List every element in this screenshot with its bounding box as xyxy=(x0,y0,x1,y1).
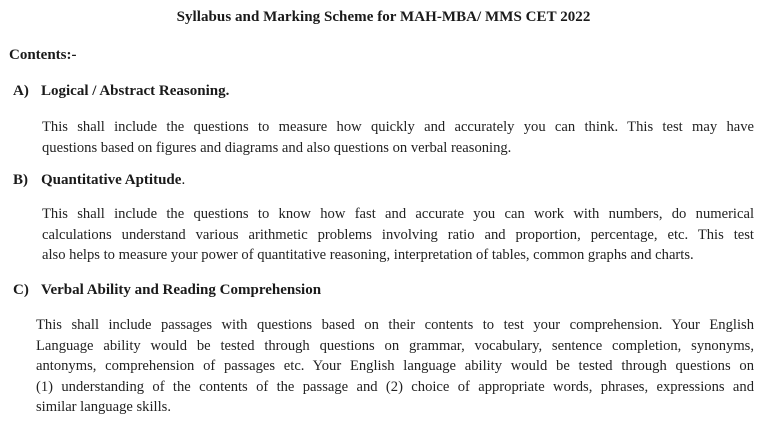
section-title: Logical / Abstract Reasoning. xyxy=(41,83,230,99)
paragraph-line: (1) understanding of the contents of the passage and (2) choice of appropriate words, phrases, expressions and xyxy=(36,378,754,395)
section-paragraph-c xyxy=(36,315,754,418)
contents-label: Contents:- xyxy=(9,47,77,63)
paragraph-line: Language ability would be tested through questions on grammar, vocabulary, sentence completion, synonyms, xyxy=(36,337,754,354)
paragraph-line: calculations understand various arithmetic problems involving ratio and proportion, percentage, etc. This test xyxy=(42,226,754,243)
section-title: Verbal Ability and Reading Comprehension xyxy=(41,282,322,298)
section-heading-a xyxy=(13,83,229,100)
section-paragraph-a xyxy=(42,117,754,158)
document-title: Syllabus and Marking Scheme for MAH-MBA/ MMS CET 2022 xyxy=(176,9,591,25)
section-title: Quantitative Aptitude xyxy=(41,172,182,188)
paragraph-line: also helps to measure your power of quantitative reasoning, interpretation of tables, common graphs and charts. xyxy=(42,247,694,263)
section-letter: B) xyxy=(13,172,28,188)
paragraph-line: This shall include passages with questions based on their contents to test your comprehension. Your English xyxy=(36,317,754,333)
section-heading-b xyxy=(13,172,185,189)
paragraph-line: similar language skills. xyxy=(36,399,171,415)
paragraph-line: antonyms, comprehension of passages etc. Your English language ability would be tested through questions on xyxy=(36,358,754,374)
section-letter: C) xyxy=(13,282,29,298)
section-title-suffix: . xyxy=(181,172,186,188)
paragraph-line: questions based on figures and diagrams and also questions on verbal reasoning. xyxy=(42,139,512,156)
paragraph-line: This shall include the questions to know how fast and accurate you can work with numbers, do numerical xyxy=(42,206,754,222)
section-paragraph-b xyxy=(42,204,754,266)
paragraph-line: This shall include the questions to measure how quickly and accurately you can think. This test may have xyxy=(42,119,754,135)
section-letter: A) xyxy=(13,83,29,99)
section-heading-c xyxy=(13,282,321,299)
